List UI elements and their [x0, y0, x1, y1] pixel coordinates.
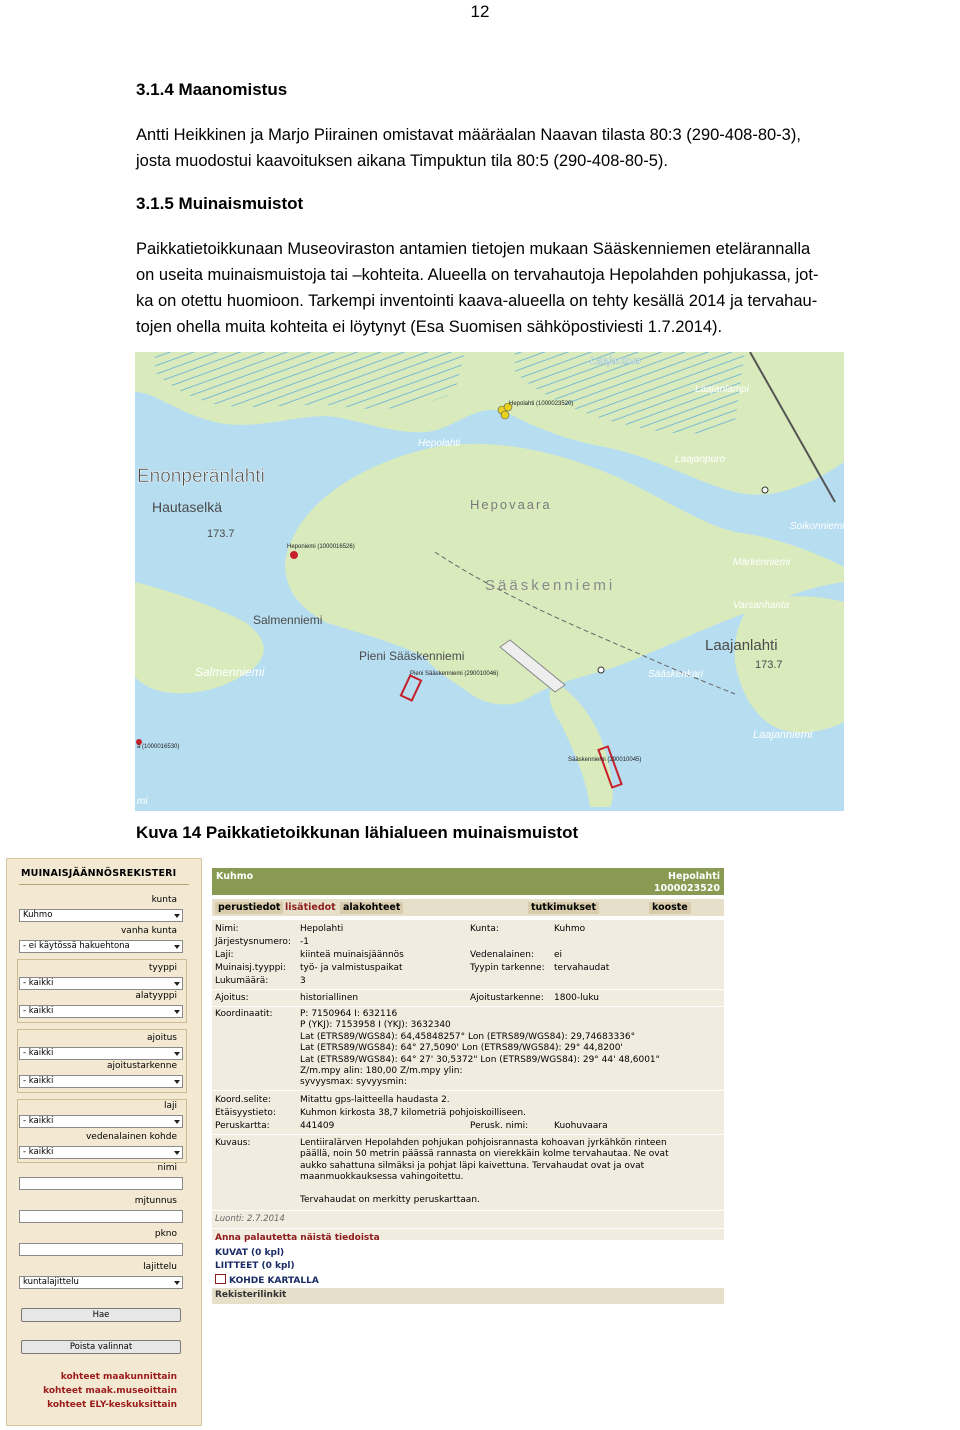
select-value: - kaikki	[23, 1116, 54, 1126]
field-label-vedenalainen: vedenalainen kohde	[85, 1132, 177, 1142]
field-label-ajoitus: ajoitus	[147, 1033, 177, 1043]
field-label-pkno: pkno	[154, 1229, 177, 1239]
select-lajittelu[interactable]	[19, 1276, 183, 1289]
field-label-vanha-kunta: vanha kunta	[120, 926, 177, 936]
select-laji[interactable]	[19, 1115, 183, 1128]
paragraph-line: josta muodostui kaavoituksen aikana Timpuktun tila 80:5 (290-408-80-5).	[136, 152, 668, 170]
label-lukumaara: Lukumäärä:	[215, 976, 269, 986]
value-tyypin-tarkenne: tervahaudat	[554, 963, 610, 973]
site-marker-hepolahti	[501, 411, 509, 419]
register-links[interactable]: Rekisterilinkit	[215, 1290, 287, 1300]
map-label: Sääskenkari	[648, 669, 704, 680]
select-vedenalainen[interactable]	[19, 1146, 183, 1159]
chevron-down-icon	[174, 982, 180, 986]
value-nimi: Hepolahti	[300, 924, 344, 934]
value-tyyppi: työ- ja valmistuspaikat	[300, 963, 403, 973]
divider	[19, 884, 189, 885]
divider	[212, 1210, 724, 1211]
feedback-link[interactable]: Anna palautetta näistä tiedoista	[215, 1233, 380, 1243]
label-koord-selite: Koord.selite:	[215, 1095, 271, 1105]
label-koordinaatit: Koordinaatit:	[215, 1009, 273, 1019]
paragraph-line: ka on otettu huomioon. Tarkempi inventointi kaava-alueella on tehty kesällä 2014 ja tervahau-	[136, 292, 818, 310]
point-marker	[762, 487, 768, 493]
register-search-panel	[6, 858, 202, 1426]
label-peruskartta: Peruskartta:	[215, 1121, 270, 1131]
map-label: Pieni Sääskenniemi	[359, 649, 465, 663]
field-label-alatyyppi: alatyyppi	[135, 991, 177, 1001]
label-tyyppi: Muinaisj.tyyppi:	[215, 963, 286, 973]
link-ely-keskuksittain[interactable]: kohteet ELY-keskuksittain	[47, 1400, 177, 1410]
label-kunta: Kunta:	[470, 924, 499, 934]
divider	[212, 989, 724, 990]
map-label: 173.7	[207, 528, 235, 540]
select-value: Kuhmo	[23, 910, 53, 920]
divider	[212, 1134, 724, 1135]
creation-date: Luonti: 2.7.2014	[215, 1214, 285, 1224]
map-label: 173.7	[755, 659, 783, 671]
label-ajoitus: Ajoitus:	[215, 993, 249, 1003]
value-laji: kiinteä muinaisjäännös	[300, 950, 404, 960]
select-kunta[interactable]	[19, 909, 183, 922]
map-label: Salmenniemi	[253, 613, 323, 627]
select-value: - kaikki	[23, 1048, 54, 1058]
tab-tutkimukset[interactable]: tutkimukset	[528, 902, 599, 914]
label-kuvaus: Kuvaus:	[215, 1138, 251, 1148]
select-value: - ei käytössä hakuehtona	[23, 941, 130, 951]
paragraph-line: on useita muinaismuistoja tai –kohteita. Alueella on tervahautoja Hepolahden pohjukassa, jot-	[136, 266, 819, 284]
register-detail-panel	[212, 868, 724, 1308]
value-vedenalainen: ei	[554, 950, 563, 960]
map-label: Heponiemi (1000016526)	[287, 544, 355, 550]
map-label: Sääskenniemi (290010045)	[568, 757, 642, 763]
map-label: Hautaselkä	[152, 499, 223, 515]
value-kunta: Kuhmo	[554, 924, 586, 934]
link-maak-museoittain[interactable]: kohteet maak.museoittain	[43, 1386, 177, 1396]
detail-body	[212, 920, 724, 1243]
input-nimi[interactable]	[19, 1177, 183, 1190]
value-kuvaus: Lentiiralärven Hepolahden pohjukan pohjoisrannasta kohoavan jyrkähkön rinteen päällä, noin 50 metrin päässä rannasta on vierekkäin kolme tervahautaa. Ne ovat aukko sahattuna silmäksi ja pohjat läpi kaivettuna. Tervahaudat ovat ja ovat maanmuokkauksessa vahingoitettu. Tervahaudat on merkitty peruskarttaan.	[300, 1138, 669, 1206]
map-label: Hepovaara	[470, 497, 552, 512]
register-title: MUINAISJÄÄNNÖSREKISTERI	[21, 868, 177, 879]
paragraph-line: Paikkatietoikkunaan Museoviraston antamien tietojen mukaan Sääskenniemen etelärannalla	[136, 240, 811, 258]
chevron-down-icon	[174, 1120, 180, 1124]
paragraph-muinaismuistot	[136, 236, 960, 340]
attachments-link[interactable]: LIITTEET (0 kpl)	[215, 1261, 295, 1271]
detail-tabs	[212, 899, 724, 916]
value-lukumaara: 3	[300, 976, 306, 986]
map-label: Pieni Sääskenniemi (290010046)	[410, 671, 499, 677]
map-label: Salmenniemi	[195, 665, 265, 679]
chevron-down-icon	[174, 914, 180, 918]
header-site-name: Hepolahti	[668, 871, 720, 882]
divider	[212, 1090, 724, 1091]
chevron-down-icon	[174, 1052, 180, 1056]
map-icon	[215, 1274, 226, 1284]
images-link[interactable]: KUVAT (0 kpl)	[215, 1248, 285, 1258]
archaeology-map	[135, 352, 844, 811]
section-heading-muinaismuistot: 3.1.5 Muinaismuistot	[136, 194, 304, 213]
select-vanha-kunta[interactable]	[19, 940, 183, 953]
divider	[212, 1006, 724, 1007]
field-label-mjtunnus: mjtunnus	[134, 1196, 177, 1206]
site-marker-heponiemi	[290, 551, 298, 559]
show-on-map-link[interactable]	[215, 1274, 319, 1286]
value-etaisyystieto: Kuhmon kirkosta 38,7 kilometriä pohjoiskoilliseen.	[300, 1108, 526, 1118]
input-pkno[interactable]	[19, 1243, 183, 1256]
paragraph-line: tojen ohella muita kohteita ei löytynyt (Esa Suomisen sähköpostiviesti 1.7.2014).	[136, 318, 723, 336]
map-label: Märkenniemi	[733, 557, 791, 568]
select-ajoitustarkenne[interactable]	[19, 1075, 183, 1088]
tab-lisatiedot[interactable]: lisätiedot	[285, 902, 336, 913]
tab-alakohteet[interactable]: alakohteet	[340, 902, 403, 914]
chevron-down-icon	[174, 1010, 180, 1014]
value-koord-selite: Mitattu gps-laitteella haudasta 2.	[300, 1095, 450, 1105]
select-value: - kaikki	[23, 1147, 54, 1157]
value-peruskartta: 441409	[300, 1121, 335, 1131]
value-koordinaatit: P: 7150964 I: 632116 P (YKJ): 7153958 I (YKJ): 3632340 Lat (ETRS89/WGS84): 64,45848257° Lon (ETRS89/WGS84): 29,74683336° Lat (ETRS89/WGS84): 64° 27,5090' Lon (ETRS89/WGS84): 29° 44,8200' Lat (ETRS89/WGS84): 64° 27' 30,5372" Lon (ETRS89/WGS84): 29° 44' 48,6001" Z/m.mpy alin: 180,00 Z/m.mpy ylin: syvyysmax: syvyysmin:	[300, 1009, 660, 1088]
value-perusk-nimi: Kuohuvaara	[554, 1121, 608, 1131]
map-label: Laajansuo	[590, 355, 641, 367]
field-label-laji: laji	[163, 1101, 177, 1111]
select-tyyppi[interactable]	[19, 977, 183, 990]
value-jarjestysnumero: -1	[300, 937, 309, 947]
field-label-lajittelu: lajittelu	[143, 1262, 177, 1272]
clear-button[interactable]: Poista valinnat	[21, 1340, 181, 1354]
label-ajoitustarkenne: Ajoitustarkenne:	[470, 993, 544, 1003]
label-laji: Laji:	[215, 950, 234, 960]
chevron-down-icon	[174, 1151, 180, 1155]
tab-kooste[interactable]: kooste	[649, 902, 691, 914]
map-label: Soikonniemi	[790, 521, 844, 532]
map-label: Laajanniemi	[753, 729, 813, 741]
field-label-tyyppi: tyyppi	[148, 963, 177, 973]
point-marker	[598, 667, 604, 673]
select-alatyyppi[interactable]	[19, 1005, 183, 1018]
field-label-nimi: nimi	[157, 1163, 177, 1173]
map-label: ä (1000016530)	[137, 744, 180, 750]
value-ajoitustarkenne: 1800-luku	[554, 993, 599, 1003]
map-label: Laajanlampi	[695, 384, 749, 395]
select-value: - kaikki	[23, 1006, 54, 1016]
header-site-id: 1000023520	[653, 883, 720, 894]
chevron-down-icon	[174, 1080, 180, 1084]
register-links-bar	[212, 1288, 724, 1304]
map-label: mi	[137, 796, 148, 807]
field-label-kunta: kunta	[151, 895, 177, 905]
show-on-map-label: KOHDE KARTALLA	[229, 1276, 319, 1286]
tab-perustiedot[interactable]: perustiedot	[215, 902, 283, 914]
label-perusk-nimi: Perusk. nimi:	[470, 1121, 529, 1131]
label-tyypin-tarkenne: Tyypin tarkenne:	[470, 963, 545, 973]
map-label: Hepolahti (1000023520)	[509, 401, 574, 407]
label-nimi: Nimi:	[215, 924, 239, 934]
label-vedenalainen: Vedenalainen:	[470, 950, 534, 960]
paragraph-line: Antti Heikkinen ja Marjo Piirainen omistavat määräalan Naavan tilasta 80:3 (290-408-80-3),	[136, 126, 801, 144]
header-municipality: Kuhmo	[216, 871, 254, 882]
select-value: kuntalajittelu	[23, 1277, 79, 1287]
map-label: Sääskenniemi	[485, 577, 616, 594]
link-maakunnittain[interactable]: kohteet maakunnittain	[60, 1372, 177, 1382]
section-heading-maanomistus: 3.1.4 Maanomistus	[136, 80, 288, 99]
map-label: Laajanpuro	[675, 454, 726, 465]
map-label: Enonperänlahti	[137, 466, 265, 487]
search-button[interactable]: Hae	[21, 1308, 181, 1322]
select-ajoitus[interactable]	[19, 1047, 183, 1060]
paragraph-maanomistus	[136, 122, 960, 174]
select-value: - kaikki	[23, 1076, 54, 1086]
label-jarjestysnumero: Järjestysnumero:	[215, 937, 291, 947]
chevron-down-icon	[174, 1281, 180, 1285]
field-label-ajoitustarkenne: ajoitustarkenne	[106, 1061, 177, 1071]
page-number: 12	[470, 2, 490, 21]
map-label: Hepolahti	[418, 438, 461, 449]
chevron-down-icon	[174, 945, 180, 949]
value-ajoitus: historiallinen	[300, 993, 359, 1003]
figure-caption: Kuva 14 Paikkatietoikkunan lähialueen muinaismuistot	[136, 823, 579, 842]
divider	[212, 1228, 724, 1229]
select-value: - kaikki	[23, 978, 54, 988]
label-etaisyystieto: Etäisyystieto:	[215, 1108, 276, 1118]
map-label: Varsanhanta	[733, 600, 790, 611]
input-mjtunnus[interactable]	[19, 1210, 183, 1223]
map-label: Laajanlahti	[705, 637, 778, 654]
detail-header	[212, 868, 724, 895]
